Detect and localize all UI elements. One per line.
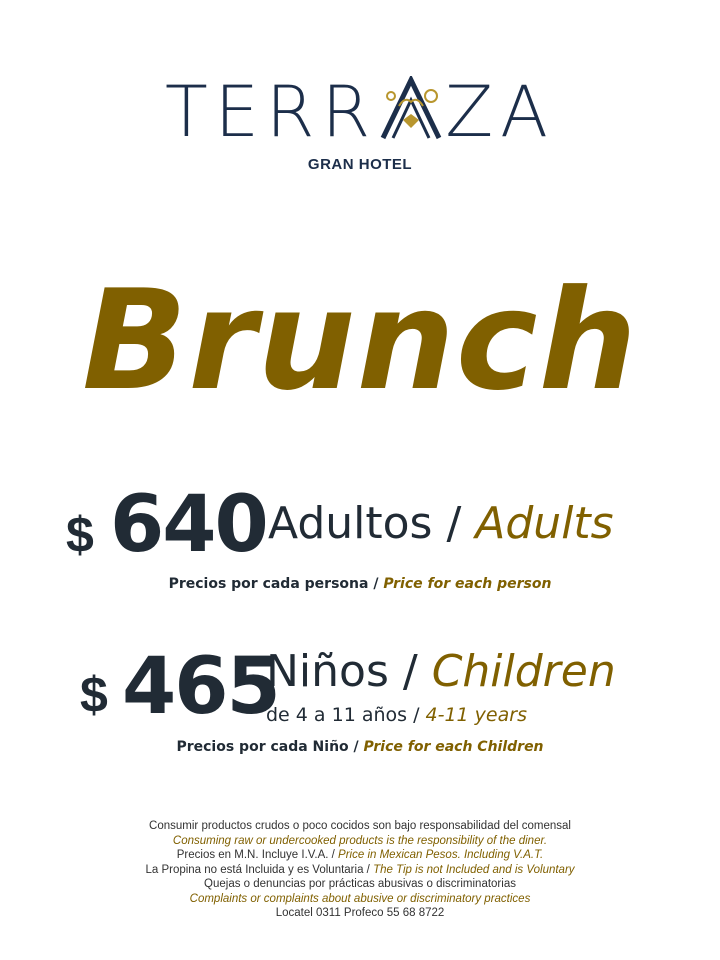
adults-label	[268, 498, 614, 549]
children-price-note	[0, 739, 720, 755]
footer-line-prices	[0, 848, 720, 863]
children-age-range	[266, 704, 527, 726]
children-label	[266, 646, 616, 697]
children-label-en: Children	[431, 646, 616, 697]
adults-note-es: Precios por cada persona /	[168, 576, 379, 592]
footer-line-complaints-en: Complaints or complaints about abusive or discriminatory practices	[189, 892, 531, 905]
logo-subtitle: GRAN HOTEL	[307, 156, 413, 173]
logo-word-right: ZA	[445, 71, 556, 153]
page-title: Brunch	[82, 260, 638, 421]
footer-line-complaints-es: Quejas o denuncias por prácticas abusivas o discriminatorias	[204, 878, 516, 890]
crest-a-emblem-icon	[379, 76, 443, 140]
footer-tip-es: La Propina no está Incluida y es Voluntaria /	[145, 863, 370, 876]
children-label-es: Niños /	[266, 646, 418, 697]
footer-line-contacts: Locatel 0311 Profeco 55 68 8722	[275, 907, 445, 919]
footer-prices-es: Precios en M.N. Incluye I.V.A. /	[176, 849, 335, 861]
children-note-en: Price for each Children	[363, 739, 544, 755]
children-note-es: Precios por cada Niño /	[176, 739, 359, 755]
adults-note-en: Price for each person	[383, 576, 552, 592]
adults-price-note	[0, 576, 720, 592]
children-age-es: de 4 a 11 años /	[266, 704, 420, 726]
logo-word-left: TERR	[164, 71, 378, 153]
footer-tip-en: The Tip is not Included and is Voluntary	[373, 863, 575, 876]
children-age-en: 4-11 years	[425, 704, 527, 726]
children-price: 465	[122, 642, 279, 732]
adults-currency: $	[66, 507, 94, 563]
footer-line-tip	[0, 863, 720, 878]
adults-label-es: Adultos /	[268, 498, 462, 549]
hotel-logo	[0, 70, 720, 180]
adults-label-en: Adults	[475, 498, 614, 549]
footer-line-raw-food-en: Consuming raw or undercooked products is the responsibility of the diner.	[172, 834, 548, 847]
adults-price: 640	[110, 480, 267, 570]
logo-wordmark	[0, 71, 720, 153]
footer-prices-en: Price in Mexican Pesos. Including V.A.T.	[338, 849, 544, 861]
footer-line-raw-food-es: Consumir productos crudos o poco cocidos son bajo responsabilidad del comensal	[149, 820, 571, 832]
children-currency: $	[80, 667, 108, 723]
footer-disclaimer	[0, 819, 720, 921]
